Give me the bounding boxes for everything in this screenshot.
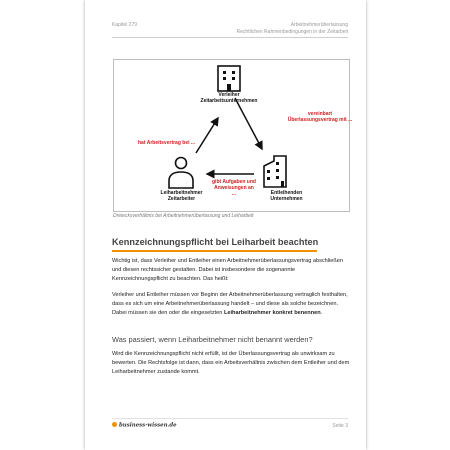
arrow-left-to-top — [196, 118, 218, 153]
edge-bottom-line1: gibt Aufgaben und — [212, 179, 256, 185]
logo-dot-icon — [112, 422, 117, 427]
paragraph-obligation-end: . — [320, 310, 323, 316]
figure-caption: Dreiecksverhältnis bei Arbeitnehmerüberlassung und Leiharbeit — [113, 213, 254, 219]
edge-left-label: hat Arbeitsvertrag bei ... — [138, 140, 196, 146]
paragraph-intro: Wichtig ist, dass Verleiher und Entleiher einen Arbeitnehmerüberlassungsvertrag abschließen und diesen rechtssicher gestalten. Dabei ist insbesondere die sogenannte Kennzeichnungspflicht zu beachten. Das heißt: — [112, 258, 344, 282]
node-right-line1: Entleihenden — [270, 190, 303, 196]
edge-bottom-line2: Anweisungen an — [214, 185, 254, 191]
edge-right-label — [280, 111, 360, 123]
paragraph-obligation-bold: Leiharbeitnehmer konkret benennen — [223, 310, 321, 316]
subheading: Was passiert, wenn Leiharbeitnehmer nicht benannt werden? — [112, 335, 313, 344]
arrow-top-to-right — [235, 98, 262, 149]
chapter-label: Kapitel 279 — [112, 22, 138, 28]
edge-right-line2: Überlassungsvertrag mit ... — [287, 117, 353, 123]
page-number: Seite 3 — [332, 423, 348, 429]
node-right-line2: Unternehmen — [270, 196, 303, 202]
node-top-line1: Verleiher — [218, 92, 240, 98]
site-logo[interactable] — [112, 422, 177, 429]
paragraph-consequence: Wird die Kennzeichnungspflicht nicht erfüllt, ist der Überlassungsvertrag als unwirksam zu bewerten. Die Rechtsfolge ist dann, dass ein Arbeitsverhältnis zwischen dem Entleiher und dem Leiharbeitnehmer zustande kommt. — [112, 351, 350, 375]
node-left-line1: Leiharbeitnehmer — [160, 190, 203, 196]
edge-bottom-line3: ... — [231, 191, 237, 197]
node-entleiher-label — [249, 190, 324, 202]
person-icon — [169, 158, 193, 189]
heading-underline — [112, 250, 317, 252]
paragraph-obligation — [112, 291, 352, 318]
company-building-icon — [264, 156, 286, 187]
running-header — [237, 22, 348, 35]
document-page — [85, 0, 366, 450]
node-verleiher-label — [194, 92, 264, 104]
edge-right-line1: vereinbart — [307, 111, 333, 117]
header-subtitle: Rechtlichen Rahmenbedingungen in der Zeitarbeit — [236, 28, 348, 35]
logo-text: business-wissen.de — [119, 422, 177, 429]
node-leiharbeitnehmer-label — [144, 190, 219, 202]
building-icon — [218, 66, 240, 91]
triangle-diagram — [113, 59, 353, 212]
section-heading: Kennzeichnungspflicht bei Leiharbeit beachten — [112, 237, 319, 247]
header-divider — [112, 37, 348, 38]
node-top-line2: Zeitarbeitsunternehmen — [200, 98, 258, 104]
footer-divider — [112, 418, 348, 419]
paragraph-obligation-text: Verleiher und Entleiher müssen vor Beginn der Arbeitnehmerüberlassung vertraglich festhalten, dass es sich um eine Arbeitnehmerüberlassung handelt – und diese als solche bezeichnen. Dabei müssen sie den oder die eingesetzten — [112, 292, 348, 316]
node-left-line2: Zeitarbeiter — [167, 196, 196, 202]
header-title: Arbeitnehmerüberlassung — [290, 22, 348, 28]
